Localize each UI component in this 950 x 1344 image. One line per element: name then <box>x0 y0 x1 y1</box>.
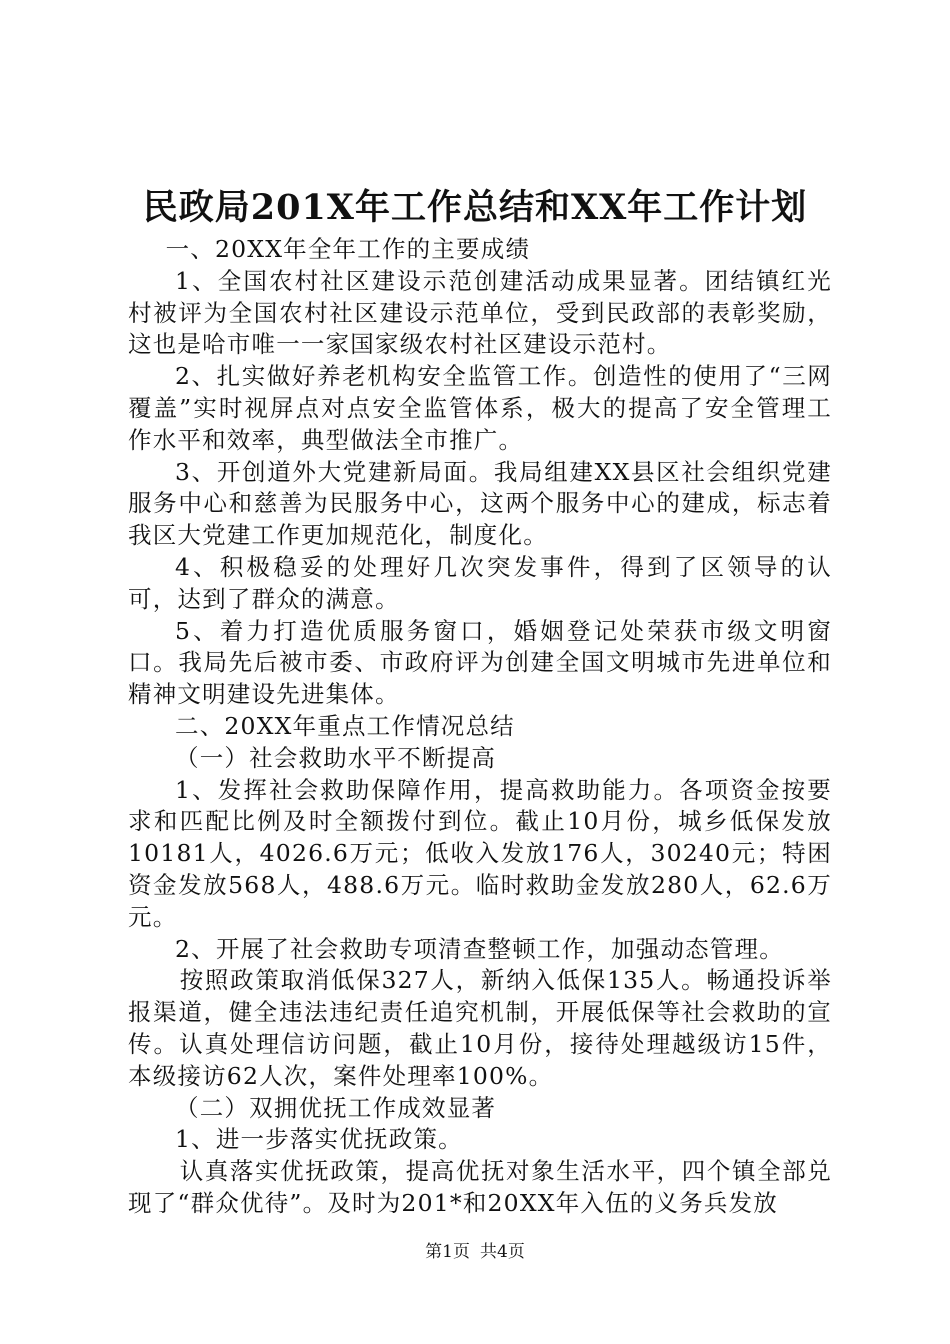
paragraph: 1、发挥社会救助保障作用，提高救助能力。各项资金按要求和匹配比例及时全额拨付到位。截止10月份，城乡低保发放10181人，4026.6万元；低收入发放176人，30240元；特困资金发放568人，488.6万元。临时救助金发放280人，62.6万元。 <box>128 775 832 931</box>
paragraph: 2、扎实做好养老机构安全监管工作。创造性的使用了“三网覆盖”实时视屏点对点安全监管体系，极大的提高了安全管理工作水平和效率，典型做法全市推广。 <box>128 362 832 454</box>
paragraph: 按照政策取消低保327人，新纳入低保135人。畅通投诉举报渠道，健全违法违纪责任追究机制，开展低保等社会救助的宣传。认真处理信访问题，截止10月份，接待处理越级访15件，本级接访62人次，案件处理率100%。 <box>128 966 832 1090</box>
paragraph: 5、着力打造优质服务窗口，婚姻登记处荣获市级文明窗口。我局先后被市委、市政府评为创建全国文明城市先进单位和精神文明建设先进集体。 <box>128 616 832 709</box>
document-body <box>128 234 832 1220</box>
paragraph: 2、开展了社会救助专项清查整顿工作，加强动态管理。 <box>175 934 784 963</box>
subsection-heading-double-support: （二）双拥优抚工作成效显著 <box>175 1093 497 1122</box>
page-total: 共4页 <box>480 1242 525 1262</box>
subsection-heading-social-assistance: （一）社会救助水平不断提高 <box>175 743 497 772</box>
paragraph: 3、开创道外大党建新局面。我局组建XX县区社会组织党建服务中心和慈善为民服务中心，这两个服务中心的建成，标志着我区大党建工作更加规范化，制度化。 <box>128 457 832 550</box>
page-number: 第1页 <box>425 1242 470 1262</box>
section-heading-key-work: 二、20XX年重点工作情况总结 <box>175 711 515 740</box>
document-title: 民政局201X年工作总结和XX年工作计划 <box>142 187 808 228</box>
paragraph: 1、全国农村社区建设示范创建活动成果显著。团结镇红光村被评为全国农村社区建设示范单位，受到民政部的表彰奖励，这也是哈市唯一一家国家级农村社区建设示范村。 <box>128 266 832 359</box>
paragraph: 认真落实优抚政策，提高优抚对象生活水平，四个镇全部兑现了“群众优待”。及时为201*和20XX年入伍的义务兵发放 <box>128 1157 832 1217</box>
paragraph: 4、积极稳妥的处理好几次突发事件，得到了区领导的认可，达到了群众的满意。 <box>128 552 832 613</box>
section-heading-achievements: 一、20XX年全年工作的主要成绩 <box>165 235 531 263</box>
page-footer <box>0 1240 950 1264</box>
paragraph: 1、进一步落实优抚政策。 <box>175 1125 463 1154</box>
